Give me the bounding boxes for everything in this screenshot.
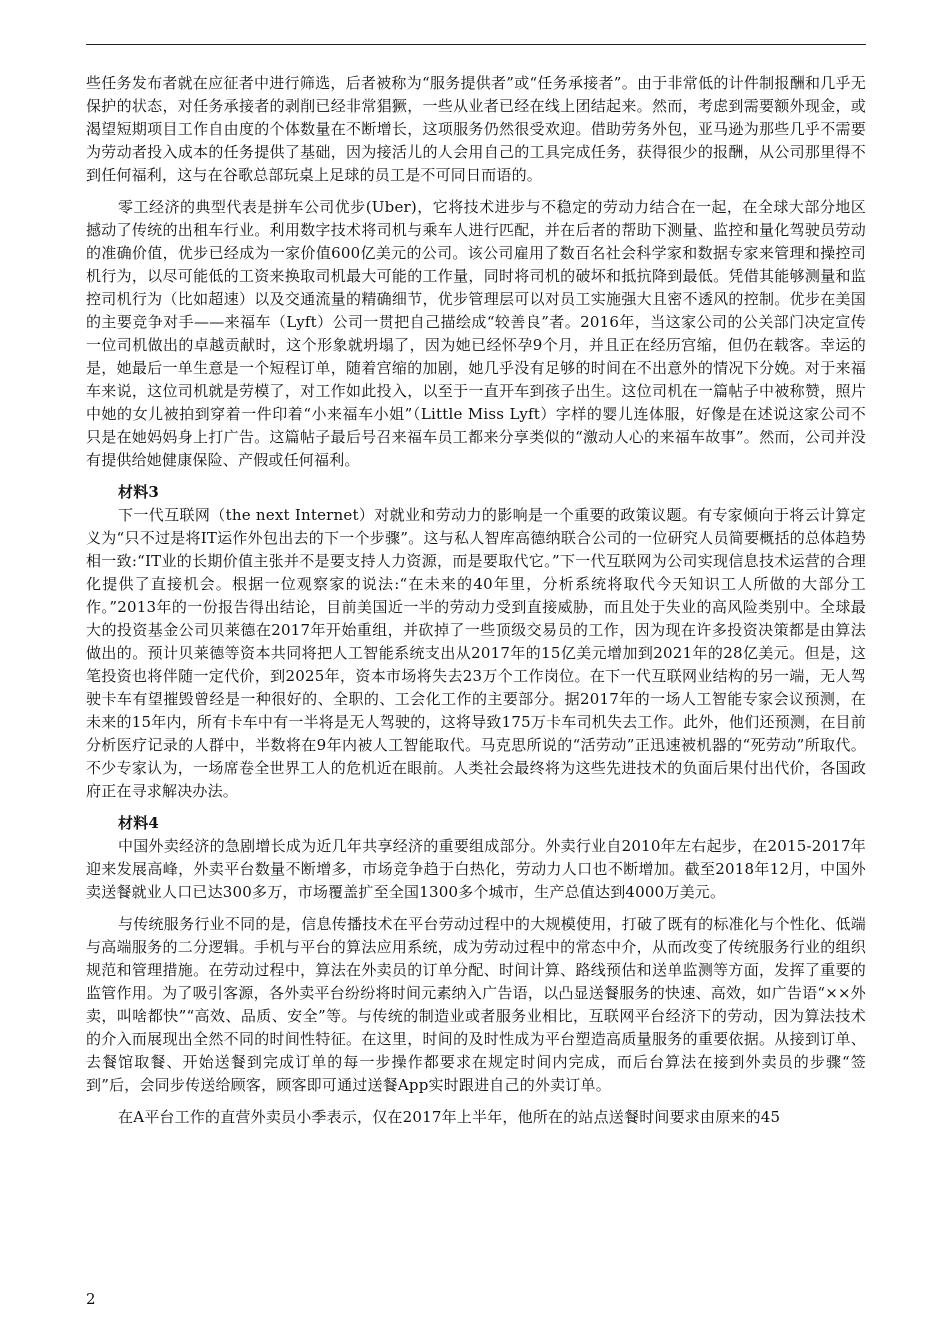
page-number: 2: [86, 1290, 96, 1308]
paragraph-uber: 零工经济的典型代表是拼车公司优步(Uber)，它将技术进步与不稳定的劳动力结合在一起，在全球大部分地区撼动了传统的出租车行业。利用数字技术将司机与乘车人进行匹配，并在后者的帮助下测量、监控和量化驾驶员劳动的准确价值，优步已经成为一家价值600亿美元的公司。该公司雇用了数百名社会科学家和数据专家来管理和操控司机行为，以尽可能低的工资来换取司机最大可能的工作量，同时将司机的破坏和抵抗降到最低。凭借其能够测量和监控司机行为（比如超速）以及交通流量的精确细节，优步管理层可以对员工实施强大且密不透风的控制。优步在美国的主要竞争对手——来福车（Lyft）公司一贯把自己描绘成“较善良”者。2016年，当这家公司的公关部门决定宣传一位司机做出的卓越贡献时，这个形象就坍塌了，因为她已经怀孕9个月，并且正在经历宫缩，但仍在载客。幸运的是，她最后一单生意是一个短程订单，随着宫缩的加剧，她几乎没有足够的时间在不出意外的情况下分娩。对于来福车来说，这位司机就是劳模了，对工作如此投入，以至于一直开车到孩子出生。这位司机在一篇帖子中被称赞，照片中她的女儿被拍到穿着一件印着“小来福车小姐”（Little Miss Lyft）字样的婴儿连体服，好像是在述说这家公司不只是在她妈妈身上打广告。这篇帖子最后号召来福车员工都来分享类似的“激动人心的来福车故事”。然而，公司并没有提供给她健康保险、产假或任何福利。: [86, 198, 866, 469]
header-rule: [86, 44, 866, 45]
material-3-heading: 材料3: [118, 483, 160, 501]
material-3-paragraph: 下一代互联网（the next Internet）对就业和劳动力的影响是一个重要的政策议题。有专家倾向于将云计算定义为“只不过是将IT运作外包出去的下一个步骤”。这与私人智库高德纳联合公司的一位研究人员简要概括的总体趋势相一致:“IT业的长期价值主张并不是要支持人力资源，而是要取代它。”下一代互联网为公司实现信息技术运营的合理化提供了直接机会。根据一位观察家的说法:“在未来的40年里，分析系统将取代今天知识工人所做的大部分工作。”2013年的一份报告得出结论，目前美国近一半的劳动力受到直接威胁，而且处于失业的高风险类别中。全球最大的投资基金公司贝莱德在2017年开始重组，并砍掉了一些顶级交易员的工作，因为现在许多投资决策都是由算法做出的。预计贝莱德等资本共同将把人工智能系统支出从2017年的15亿美元增加到2021年的28亿美元。但是，这笔投资也将伴随一定代价，到2025年，资本市场将失去23万个工作岗位。在下一代互联网业结构的另一端，无人驾驶卡车有望摧毁曾经是一种很好的、全职的、工会化工作的主要部分。据2017年的一场人工智能专家会议预测，在未来的15年内，所有卡车中有一半将是无人驾驶的，这将导致175万卡车司机失去工作。此外，他们还预测，在目前分析医疗记录的人群中，半数将在9年内被人工智能取代。马克思所说的“活劳动”正迅速被机器的“死劳动”所取代。不少专家认为，一场席卷全世界工人的危机近在眼前。人类社会最终将为这些先进技术的负面后果付出代价，各国政府正在寻求解决办法。: [86, 506, 866, 800]
material-4-paragraph-1: 中国外卖经济的急剧增长成为近几年共享经济的重要组成部分。外卖行业自2010年左右起步，在2015-2017年迎来发展高峰，外卖平台数量不断增多，市场竞争趋于白热化，劳动力人口也不断增加。截至2018年12月，中国外卖送餐就业人口已达300多万，市场覆盖扩至全国1300多个城市，生产总值达到4000万美元。: [86, 837, 866, 901]
material-4-paragraph-2: 与传统服务行业不同的是，信息传播技术在平台劳动过程中的大规模使用，打破了既有的标准化与个性化、低端与高端服务的二分逻辑。手机与平台的算法应用系统，成为劳动过程中的常态中介，从而改变了传统服务行业的组织规范和管理措施。在劳动过程中，算法在外卖员的订单分配、时间计算、路线预估和送单监测等方面，发挥了重要的监管作用。为了吸引客源，各外卖平台纷纷将时间元素纳入广告语，以凸显送餐服务的快速、高效，如广告语“××外卖，叫啥都快”“高效、品质、安全”等。与传统的制造业或者服务业相比，互联网平台经济下的劳动，因为算法技术的介入而展现出全然不同的时间性特征。在这里，时间的及时性成为平台塑造高质量服务的重要依据。从接到订单、去餐馆取餐、开始送餐到完成订单的每一步操作都要求在规定时间内完成，而后台算法在接到外卖员的步骤“签到”后，会同步传送给顾客，顾客即可通过送餐App实时跟进自己的外卖订单。: [86, 915, 866, 1094]
material-4-paragraph-3: 在A平台工作的直营外卖员小季表示，仅在2017年上半年，他所在的站点送餐时间要求由原来的45: [118, 1108, 781, 1126]
material-4-heading: 材料4: [118, 814, 160, 832]
document-body: [86, 72, 866, 1129]
paragraph-continuation: 些任务发布者就在应征者中进行筛选，后者被称为“服务提供者”或“任务承接者”。由于非常低的计件制报酬和几乎无保护的状态，对任务承接者的剥削已经非常猖獗，一些从业者已经在线上团结起来。然而，考虑到需要额外现金，或渴望短期项目工作自由度的个体数量在不断增长，这项服务仍然很受欢迎。借助劳务外包，亚马逊为那些几乎不需要为劳动者投入成本的任务提供了基础，因为接活儿的人会用自己的工具完成任务，获得很少的报酬，从公司那里得不到任何福利，这与在谷歌总部玩桌上足球的员工是不可同日而语的。: [86, 74, 866, 184]
